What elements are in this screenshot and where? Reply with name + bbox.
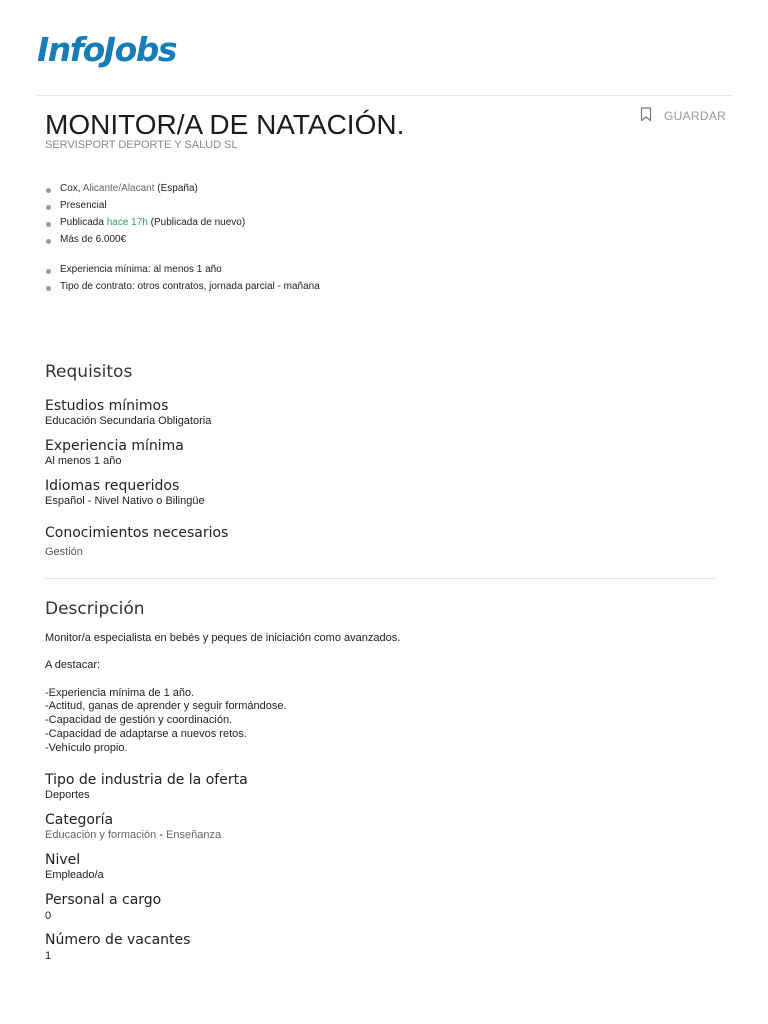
save-button[interactable]: [640, 106, 726, 123]
description-line: A destacar:: [45, 659, 101, 672]
contract-summary-text: Tipo de contrato: otros contratos, jornada parcial - mañana: [60, 281, 320, 292]
salary-text: Más de 6.000€: [60, 234, 127, 245]
knowledge-label: Conocimientos necesarios: [45, 525, 229, 541]
location-item: [45, 182, 245, 199]
category-link[interactable]: Educación y formación: [45, 829, 157, 841]
staff-label: Personal a cargo: [45, 892, 162, 908]
published-time: hace 17h: [106, 217, 148, 228]
knowledge-value: Gestión: [45, 546, 83, 558]
job-title: MONITOR/A DE NATACIÓN.: [45, 109, 405, 140]
vacancies-label: Número de vacantes: [45, 932, 191, 948]
category-label: Categoría: [45, 812, 114, 828]
contract-summary-item: [45, 280, 320, 297]
description-heading: Descripción: [45, 599, 145, 619]
modality-text: Presencial: [60, 200, 107, 211]
description-line: -Capacidad de adaptarse a nuevos retos.: [45, 727, 247, 740]
company-name[interactable]: SERVISPORT DEPORTE Y SALUD SL: [45, 139, 238, 151]
infojobs-logo[interactable]: InfoJobs: [37, 30, 177, 69]
published-item: [45, 216, 245, 233]
bookmark-icon: [640, 107, 652, 122]
published-suffix: (Publicada de nuevo): [150, 217, 246, 228]
experience-value: Al menos 1 año: [45, 455, 122, 467]
experience-summary-item: [45, 263, 320, 280]
location-province-link[interactable]: Alicante/Alacant: [82, 183, 155, 194]
job-summary-list: [45, 182, 245, 250]
section-divider: [45, 578, 715, 579]
save-label: GUARDAR: [664, 109, 727, 123]
description-line: -Capacidad de gestión y coordinación.: [45, 714, 233, 727]
header-divider: [37, 95, 732, 96]
description-line: [45, 673, 400, 687]
languages-value: Español - Nivel Nativo o Bilingüe: [45, 495, 205, 507]
description-text: [45, 632, 400, 755]
category-value: [45, 828, 221, 842]
salary-item: [45, 233, 245, 250]
studies-label: Estudios mínimos: [45, 398, 169, 414]
experience-label: Experiencia mínima: [45, 438, 184, 454]
industry-label: Tipo de industria de la oferta: [45, 772, 248, 788]
vacancies-value: 1: [45, 950, 52, 962]
published-prefix: Publicada: [60, 217, 104, 228]
studies-value: Educación Secundaria Obligatoria: [45, 415, 212, 427]
modality-item: [45, 199, 245, 216]
description-line: -Vehículo propio.: [45, 741, 128, 754]
description-line: -Actitud, ganas de aprender y seguir formándose.: [45, 700, 287, 713]
languages-label: Idiomas requeridos: [45, 478, 180, 494]
description-line: [45, 646, 400, 660]
location-country: (España): [157, 183, 198, 194]
experience-summary-text: Experiencia mínima: al menos 1 año: [60, 264, 222, 275]
requirements-heading: Requisitos: [45, 362, 133, 382]
description-line: -Experiencia mínima de 1 año.: [45, 686, 195, 699]
description-line: Monitor/a especialista en bebés y peques de iniciación como avanzados.: [45, 632, 401, 644]
level-label: Nivel: [45, 852, 81, 868]
job-conditions-list: [45, 263, 320, 297]
location-city: Cox,: [60, 183, 81, 194]
staff-value: 0: [45, 910, 52, 922]
industry-value: Deportes: [45, 789, 90, 801]
category-separator: -: [159, 829, 164, 841]
subcategory-link[interactable]: Enseñanza: [166, 829, 222, 841]
level-value: Empleado/a: [45, 869, 104, 881]
